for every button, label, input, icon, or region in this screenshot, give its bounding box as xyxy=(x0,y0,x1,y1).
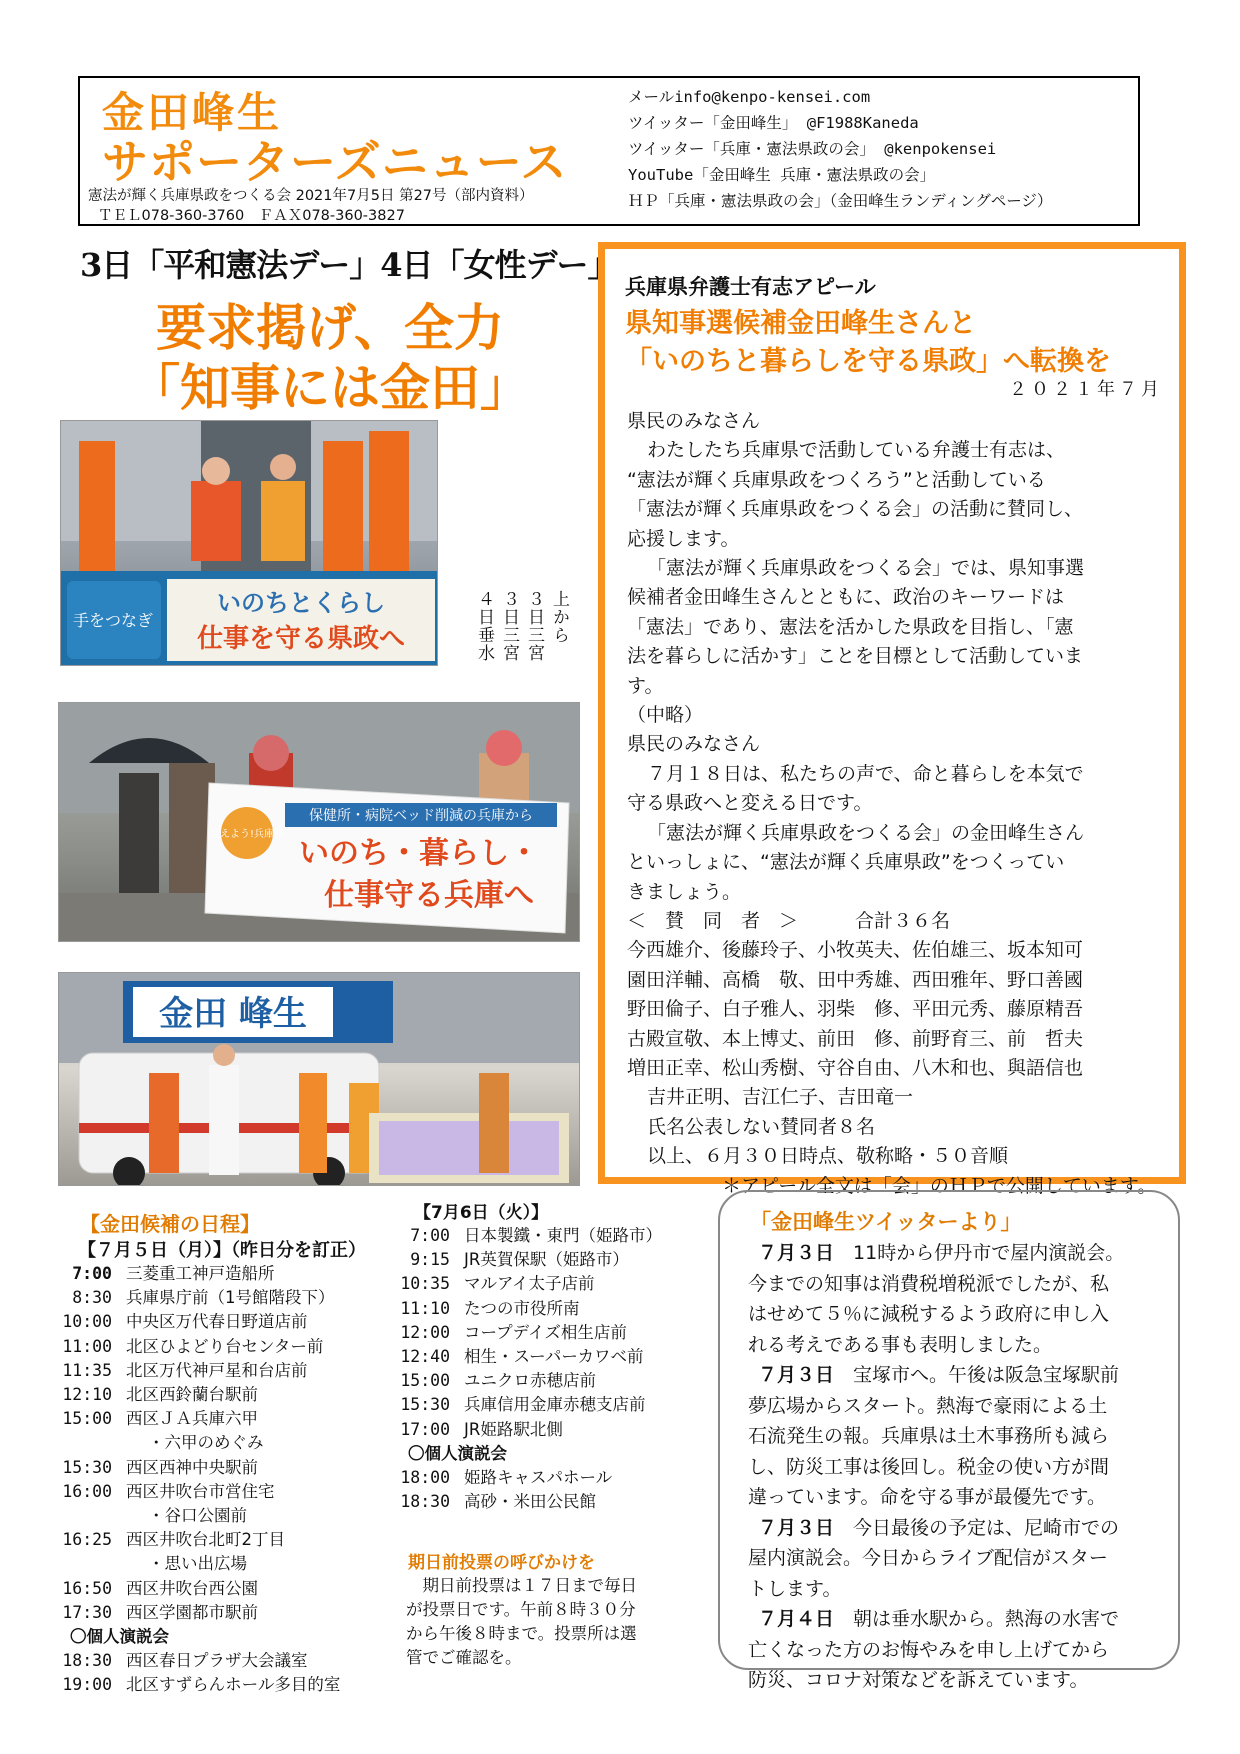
photo-tarumi-illustration xyxy=(59,973,580,1186)
appeal-title-line2: 「いのちと暮らしを守る県政」へ転換を xyxy=(625,346,1111,377)
tweet-text: 今までの知事は消費税増税派でしたが、私 xyxy=(748,1272,1110,1295)
appeal-line: ７月１８日は、私たちの声で、命と暮らしを本気で xyxy=(647,762,1084,785)
photo-tarumi-street-speech xyxy=(58,972,580,1186)
schedule-day2-list xyxy=(392,1224,662,1514)
tweet-text: 朝は垂水駅から。熱海の水害で xyxy=(834,1608,1120,1630)
appeal-line: きましょう。 xyxy=(627,880,742,903)
tweet-line xyxy=(748,1604,1168,1635)
schedule-time: 15:30 xyxy=(62,1457,112,1477)
tweet-text: トします。 xyxy=(748,1577,842,1600)
early-voting-title: 期日前投票の呼びかけを xyxy=(408,1553,595,1573)
appeal-line: 「憲法が輝く兵庫県政をつくる会」では、県知事選 xyxy=(647,557,1085,580)
appeal-body xyxy=(627,407,1167,1201)
tweet-line xyxy=(748,1665,1168,1696)
schedule-place: コープデイズ相生店前 xyxy=(464,1322,627,1342)
tweet-line xyxy=(748,1238,1168,1269)
schedule-row xyxy=(54,1286,340,1310)
tweet-date: ７月３日 xyxy=(758,1364,835,1386)
schedule-time: 15:00 xyxy=(62,1409,112,1429)
schedule-place: 中央区万代春日野道店前 xyxy=(126,1312,308,1332)
schedule-place-continued: ・谷口公園前 xyxy=(148,1506,247,1526)
schedule-place: 北区すずらんホール多目的室 xyxy=(126,1675,341,1695)
banner2-main-text1: いのち・暮らし・ xyxy=(299,836,539,871)
schedule-place: ユニクロ赤穂店前 xyxy=(464,1371,596,1391)
contact-youtube: YouTube「金田峰生 兵庫・憲法県政の会」 xyxy=(628,166,936,184)
schedule-time: 10:35 xyxy=(400,1274,450,1294)
schedule-row xyxy=(54,1310,340,1334)
appeal-date: ２０２１年７月 xyxy=(1009,379,1163,400)
car-sign-text: 金田 峰生 xyxy=(159,994,307,1034)
contact-homepage: ＨＰ「兵庫・憲法県政の会」（金田峰生ランディングページ） xyxy=(628,192,1053,210)
contact-twitter-kaneda: ツイッター「金田峰生」 @F1988Kaneda xyxy=(628,114,919,132)
schedule-time: 11:10 xyxy=(400,1298,450,1318)
schedule-time: 16:25 xyxy=(62,1530,112,1550)
schedule-time: 12:40 xyxy=(400,1347,450,1367)
newsletter-title-name: 金田峰生 xyxy=(102,88,283,137)
appeal-line: 県民のみなさん xyxy=(627,410,761,432)
schedule-place: マルアイ太子店前 xyxy=(464,1274,595,1294)
schedule-place: 北区西鈴蘭台駅前 xyxy=(126,1385,258,1405)
twitter-excerpts-box xyxy=(718,1190,1180,1691)
tweet-line xyxy=(748,1574,1168,1605)
schedule-place: JR姫路駅北側 xyxy=(464,1419,563,1439)
schedule-place: 北区ひよどり台センター前 xyxy=(126,1336,324,1356)
schedule-place: 西区井吹台市営住宅 xyxy=(126,1481,275,1501)
schedule-subheading: 〇個人演説会 xyxy=(70,1627,169,1647)
tweet-line xyxy=(748,1635,1168,1666)
tweet-text: 今日最後の予定は、尼崎市での xyxy=(834,1516,1120,1539)
masthead xyxy=(78,76,1140,226)
tweet-date: ７月３日 xyxy=(758,1516,835,1539)
early-voting-line: 管でご確認を。 xyxy=(406,1648,522,1667)
photo-caption xyxy=(474,590,568,662)
schedule-time: 18:30 xyxy=(62,1651,112,1671)
appeal-line: 野田倫子、白子雅人、羽柴 修、平田元秀、藤原精吾 xyxy=(627,998,1084,1021)
main-headline-line1: 要求掲げ、全力 xyxy=(156,299,504,357)
tweet-date: ７月４日 xyxy=(758,1608,835,1630)
schedule-row xyxy=(54,1480,340,1504)
schedule-row xyxy=(392,1442,662,1466)
schedule-time: 17:30 xyxy=(62,1602,112,1622)
appeal-line: 古殿宣敬、本上博丈、前田 修、前野育三、前 哲夫 xyxy=(627,1027,1084,1050)
lawyers-appeal-box xyxy=(598,242,1186,1197)
schedule-row xyxy=(54,1359,340,1383)
photo-sanomiya-rally xyxy=(60,420,438,666)
appeal-line: “憲法が輝く兵庫県政をつくろう”と活動している xyxy=(627,468,1046,491)
schedule-row xyxy=(392,1490,662,1514)
appeal-line: （中略） xyxy=(627,704,704,727)
tweet-line xyxy=(748,1543,1168,1574)
banner1-main-text: いのちとくらし xyxy=(217,589,385,617)
early-voting-body xyxy=(406,1574,696,1670)
appeal-line: 候補者金田峰生さんとともに、政治のキーワードは xyxy=(627,586,1065,609)
schedule-row xyxy=(392,1418,662,1442)
schedule-row xyxy=(392,1345,662,1369)
schedule-row xyxy=(54,1577,340,1601)
schedule-place: 高砂・米田公民館 xyxy=(464,1492,596,1512)
appeal-line: 以上、６月３０日時点、敬称略・５０音順 xyxy=(647,1145,1009,1168)
appeal-line: 応援します。 xyxy=(627,527,740,550)
schedule-time: 11:35 xyxy=(62,1360,112,1380)
banner1-left-text: 手をつなぎ xyxy=(72,611,154,630)
appeal-title-line1: 県知事選候補金田峰生さんと xyxy=(625,308,976,339)
schedule-row xyxy=(392,1321,662,1345)
schedule-time: 19:00 xyxy=(62,1675,112,1695)
appeal-line: 「憲法」であり、憲法を活かした県政を目指し、「憲 xyxy=(627,615,1074,638)
tweet-line xyxy=(748,1482,1168,1513)
photo-womens-day-illustration xyxy=(59,703,580,942)
schedule-place: 姫路キャスパホール xyxy=(464,1468,613,1488)
schedule-row xyxy=(54,1262,340,1286)
appeal-line: 増田正幸、松山秀樹、守谷自由、八木和也、與語信也 xyxy=(627,1056,1084,1079)
schedule-row xyxy=(392,1369,662,1393)
twitter-box-body xyxy=(748,1238,1168,1696)
schedule-day1-list xyxy=(54,1262,340,1698)
schedule-row xyxy=(54,1335,340,1359)
appeal-line: 「憲法が輝く兵庫県政をつくる会」の活動に賛同し、 xyxy=(627,498,1084,521)
event-headline: 3日「平和憲法デー」4日「女性デー」 xyxy=(80,246,619,284)
newsletter-title: サポーターズニュース xyxy=(102,135,568,189)
schedule-row xyxy=(392,1393,662,1417)
schedule-row xyxy=(54,1673,340,1697)
schedule-row xyxy=(54,1407,340,1431)
schedule-time: 16:00 xyxy=(62,1481,112,1501)
schedule-row xyxy=(392,1248,662,1272)
schedule-row xyxy=(54,1528,340,1552)
schedule-place: 日本製鐵・東門（姫路市） xyxy=(464,1226,662,1245)
early-voting-line: から午後８時まで。投票所は選 xyxy=(406,1624,637,1643)
tweet-text: れる考えである事も表明しました。 xyxy=(748,1333,1053,1356)
tweet-text: 違っています。命を守る事が最優先です。 xyxy=(748,1486,1106,1508)
banner2-top-text: 保健所・病院ベッド削減の兵庫から xyxy=(309,808,533,824)
schedule-place: 三菱重工神戸造船所 xyxy=(126,1264,275,1283)
schedule-time: 15:00 xyxy=(400,1371,450,1391)
schedule-time: 15:30 xyxy=(400,1395,450,1415)
appeal-line: 今西雄介、後藤玲子、小牧英夫、佐伯雄三、坂本知可 xyxy=(627,939,1084,962)
tweet-date: ７月３日 xyxy=(758,1242,835,1264)
schedule-day2-heading: 【7月6日（火）】 xyxy=(414,1203,549,1223)
banner2-main-text2: 仕事守る兵庫へ xyxy=(324,878,534,913)
tel-fax: ＴＥＬ078-360-3760 ＦＡＸ078-360-3827 xyxy=(98,208,405,224)
main-headline-line2: 「知事には金田」 xyxy=(130,359,530,417)
tweet-text: 亡くなった方のお悔やみを申し上げてから xyxy=(748,1638,1110,1661)
tweet-line xyxy=(748,1299,1168,1330)
tweet-line xyxy=(748,1269,1168,1300)
schedule-place: 西区ＪＡ兵庫六甲 xyxy=(126,1409,258,1429)
banner2-logo-text: 変えよう!兵庫県 xyxy=(209,829,285,840)
schedule-row xyxy=(54,1649,340,1673)
schedule-row xyxy=(54,1552,340,1576)
tweet-text: 宝塚市へ。午後は阪急宝塚駅前 xyxy=(834,1364,1120,1386)
schedule-time: 18:00 xyxy=(400,1468,450,1488)
contact-twitter-kensei: ツイッター「兵庫・憲法県政の会」 @kenpokensei xyxy=(628,140,997,158)
tweet-line xyxy=(748,1330,1168,1361)
schedule-row xyxy=(54,1601,340,1625)
tweet-line xyxy=(748,1452,1168,1483)
tweet-line xyxy=(748,1421,1168,1452)
schedule-row xyxy=(54,1431,340,1455)
schedule-time: 17:00 xyxy=(400,1419,450,1439)
schedule-time: 12:00 xyxy=(400,1322,450,1342)
schedule-time: 8:30 xyxy=(72,1288,112,1308)
schedule-time: 16:50 xyxy=(62,1578,112,1598)
schedule-place: たつの市役所南 xyxy=(464,1298,580,1318)
schedule-row xyxy=(54,1504,340,1528)
early-voting-line: 期日前投票は１７日まで毎日 xyxy=(406,1576,637,1595)
contact-email: メールinfo@kenpo-kensei.com xyxy=(628,88,871,106)
schedule-place-continued: ・思い出広場 xyxy=(148,1554,247,1574)
appeal-line: 吉井正明、吉江仁子、吉田竜一 xyxy=(647,1086,914,1109)
photo-sanomiya-rally-illustration xyxy=(61,421,438,666)
schedule-title: 【金田候補の日程】 xyxy=(80,1212,260,1236)
tweet-line xyxy=(748,1513,1168,1544)
twitter-box-title: 「金田峰生ツイッターより」 xyxy=(750,1210,1022,1234)
schedule-place: 西区学園都市駅前 xyxy=(126,1602,258,1622)
schedule-time: 12:10 xyxy=(62,1385,112,1405)
tweet-text: 11時から伊丹市で屋内演説会。 xyxy=(834,1242,1125,1264)
schedule-place: 西区西神中央駅前 xyxy=(126,1457,258,1477)
schedule-place: JR英賀保駅（姫路市） xyxy=(464,1250,629,1270)
schedule-place: 北区万代神戸星和台店前 xyxy=(126,1360,308,1380)
schedule-time: 11:00 xyxy=(62,1336,112,1356)
appeal-line: 法を暮らしに活かす」ことを目標として活動していま xyxy=(627,645,1084,668)
caption-col-3: ３日三宮 xyxy=(499,590,519,662)
schedule-place: 相生・スーパーカワベ前 xyxy=(464,1347,644,1367)
appeal-line: 県民のみなさん xyxy=(627,733,761,756)
tweet-text: はせめて５％に減税するよう政府に申し入 xyxy=(748,1303,1110,1325)
main-headline xyxy=(60,298,600,418)
caption-col-2: ３日三宮 xyxy=(524,590,544,662)
schedule-row xyxy=(54,1456,340,1480)
tweet-line xyxy=(748,1360,1168,1391)
tweet-text: し、防災工事は後回し。税金の使い方が間 xyxy=(748,1455,1110,1478)
appeal-line: ＊アピール全文は「会」のＨＰで公開しています。 xyxy=(627,1174,1157,1197)
schedule-time: 7:00 xyxy=(410,1226,450,1245)
schedule-row xyxy=(392,1224,662,1248)
banner1-sub-text: 仕事を守る県政へ xyxy=(196,624,406,654)
appeal-line: ＜ 賛 同 者 ＞ 合計３６名 xyxy=(627,909,951,932)
appeal-line: 守る県政へと変える日です。 xyxy=(627,792,873,815)
tweet-line xyxy=(748,1391,1168,1422)
tweet-text: 石流発生の報。兵庫県は土木事務所も減ら xyxy=(748,1425,1110,1447)
schedule-place-continued: ・六甲のめぐみ xyxy=(148,1433,264,1453)
schedule-row xyxy=(54,1383,340,1407)
early-voting-line: が投票日です。午前８時３０分 xyxy=(406,1600,636,1619)
schedule-place: 兵庫県庁前（1号館階段下） xyxy=(126,1288,335,1308)
appeal-line: 「憲法が輝く兵庫県政をつくる会」の金田峰生さん xyxy=(647,821,1085,844)
schedule-row xyxy=(392,1466,662,1490)
publication-info: 憲法が輝く兵庫県政をつくる会 2021年7月5日 第27号（部内資料） xyxy=(88,188,534,204)
appeal-line: 氏名公表しない賛同者８名 xyxy=(647,1115,876,1138)
schedule-row xyxy=(54,1625,340,1649)
appeal-organization: 兵庫県弁護士有志アピール xyxy=(625,275,876,299)
schedule-place: 兵庫信用金庫赤穂支店前 xyxy=(464,1395,646,1415)
schedule-time: 9:15 xyxy=(410,1250,450,1270)
caption-col-4: ４日垂水 xyxy=(474,590,494,662)
appeal-line: す。 xyxy=(627,674,664,697)
tweet-text: 防災、コロナ対策などを訴えています。 xyxy=(748,1669,1089,1691)
contact-list xyxy=(628,84,1052,214)
photo-womens-day-banner xyxy=(58,702,580,942)
schedule-time: 7:00 xyxy=(72,1264,112,1283)
schedule-row xyxy=(392,1297,662,1321)
schedule-subheading: 〇個人演説会 xyxy=(408,1443,507,1463)
appeal-line: 園田洋輔、高橋 敬、田中秀雄、西田雅年、野口善國 xyxy=(627,968,1084,991)
tweet-text: 夢広場からスタート。熱海で豪雨による土 xyxy=(748,1394,1108,1417)
schedule-place: 西区井吹台北町2丁目 xyxy=(126,1530,285,1550)
tweet-text: 屋内演説会。今日からライブ配信がスター xyxy=(748,1547,1108,1569)
schedule-place: 西区井吹台西公園 xyxy=(126,1578,258,1598)
schedule-day1-heading: 【７月５日（月）】（昨日分を訂正） xyxy=(78,1240,366,1261)
schedule-time: 10:00 xyxy=(62,1312,112,1332)
appeal-line: といっしょに、“憲法が輝く兵庫県政”をつくってい xyxy=(627,851,1065,874)
schedule-place: 西区春日プラザ大会議室 xyxy=(126,1651,308,1671)
caption-col-1: 上から xyxy=(549,590,569,644)
appeal-line: わたしたち兵庫県で活動している弁護士有志は、 xyxy=(647,439,1066,462)
schedule-row xyxy=(392,1272,662,1296)
schedule-time: 18:30 xyxy=(400,1492,450,1512)
